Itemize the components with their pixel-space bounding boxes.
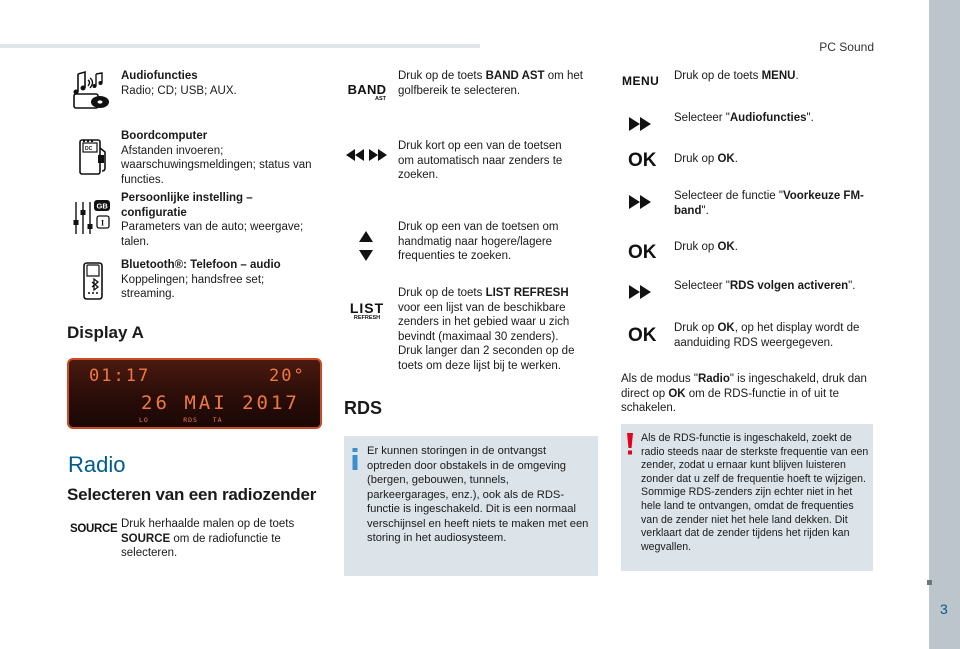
radio-heading: Radio: [68, 452, 126, 477]
item-title: Audiofuncties: [121, 70, 198, 82]
item-audio: [121, 69, 321, 98]
step-3: Druk op OK.: [674, 153, 738, 165]
forward-arrows-icon: [628, 194, 654, 210]
side-strip: [929, 0, 960, 649]
warning-icon: [627, 433, 633, 455]
item-text: Afstanden invoeren; waarschuwingsmeldingen; status van functies.: [121, 144, 312, 186]
item-title: Boordcomputer: [121, 130, 208, 142]
seek-arrows-icon: [345, 148, 389, 162]
ok-button-icon: OK: [628, 150, 657, 171]
source-button-icon: SOURCE: [70, 523, 118, 535]
select-station-heading: Selecteren van een radiozender: [67, 485, 317, 504]
fuel-computer-icon: [78, 138, 108, 178]
step-7: Druk op OK, op het display wordt de aanduiding RDS weergegeven.: [674, 322, 860, 349]
band-instruction: Druk op de toets BAND AST om het golfbereik te selecteren.: [398, 70, 583, 97]
ok-button-icon: OK: [628, 242, 657, 263]
step-4: Selecteer de functie "Voorkeuze FM-band".: [674, 190, 864, 217]
step-5: Druk op OK.: [674, 241, 738, 253]
page-marker: [927, 580, 932, 585]
svg-text:I: I: [101, 218, 105, 228]
rds-toggle-paragraph: Als de modus "Radio" is ingeschakeld, druk dan direct op OK om de RDS-functie in of uit te schakelen.: [621, 373, 867, 414]
step-2: Selecteer "Audiofuncties".: [674, 112, 814, 124]
item-text: Radio; CD; USB; AUX.: [121, 84, 237, 97]
updown-instruction: Druk op een van de toetsen om handmatig naar hogere/lagere frequenties te zoeken.: [398, 221, 559, 262]
up-down-arrows-icon: [358, 230, 374, 262]
svg-text:GB: GB: [96, 201, 108, 211]
display-date: 26 MAI 2017: [141, 392, 300, 414]
forward-arrows-icon: [628, 284, 654, 300]
bluetooth-phone-icon: [80, 262, 108, 302]
item-text: Parameters van de auto; weergave; talen.: [121, 221, 304, 248]
ok-button-icon: OK: [628, 325, 657, 346]
audio-icon: [72, 70, 110, 110]
info-box: [344, 436, 598, 576]
seek-instruction: Druk kort op een van de toetsen om automatisch naar zenders te zoeken.: [398, 140, 563, 181]
rds-heading: RDS: [344, 398, 383, 418]
item-persoonlijke: [121, 191, 321, 249]
warning-text: Als de RDS-functie is ingeschakeld, zoekt de radio steeds naar de sterkste frequentie van een zender, zodat u ernaar kunt blijven luisteren zonder dat u zelf de frequentie hoeft te wijzigen. Sommige RDS-zenders zijn echter niet in het hele land te ontvangen, omdat de frequenties van de zender niet het hele land dekken. Dit verklaart dat de zender tijdens het rijden kan wegvallen.: [641, 432, 869, 553]
step-6: Selecteer "RDS volgen activeren".: [674, 280, 856, 292]
info-icon: [351, 448, 359, 470]
band-button-icon: BAND AST: [347, 82, 387, 102]
item-boordcomputer: [121, 129, 321, 187]
section-title: PC Sound: [819, 40, 874, 54]
info-text: Er kunnen storingen in de ontvangst optreden door obstakels in de omgeving (bergen, gebouwen, tunnels, parkeergarages, enz.), ook als de RDS-functie is ingeschakeld. Dit is een normaal verschijnsel en heeft niets te maken met een storing in het audiosysteem.: [367, 445, 589, 544]
display-status: LO RDS TA: [139, 416, 223, 424]
header-rule: [0, 44, 480, 48]
page-number: 3: [940, 601, 948, 617]
list-refresh-button-icon: LIST REFRESH: [349, 300, 385, 321]
svg-text:DC: DC: [85, 146, 93, 152]
settings-sliders-icon: [72, 198, 112, 238]
step-1: Druk op de toets MENU.: [674, 70, 799, 82]
item-bluetooth: [121, 258, 321, 302]
display-time: 01:17: [89, 366, 151, 386]
source-instruction: Druk herhaalde malen op de toets SOURCE om de radiofunctie te selecteren.: [121, 518, 295, 559]
display-a-image: [67, 358, 322, 429]
item-title: Persoonlijke instelling – configuratie: [121, 192, 253, 219]
display-heading: Display A: [67, 323, 144, 342]
item-text: Koppelingen; handsfree set; streaming.: [121, 273, 265, 300]
menu-button-icon: MENU: [622, 74, 660, 88]
forward-arrows-icon: [628, 116, 654, 132]
item-title: Bluetooth®: Telefoon – audio: [121, 259, 281, 271]
list-instruction: Druk op de toets LIST REFRESH voor een lijst van de beschikbare zenders in het gebied waar u zich bevindt (maximaal 30 zenders). Druk langer dan 2 seconden op de toets om deze lijst bij te werken.: [398, 287, 575, 372]
display-temp: 20°: [269, 366, 306, 386]
warning-box: [621, 424, 873, 571]
